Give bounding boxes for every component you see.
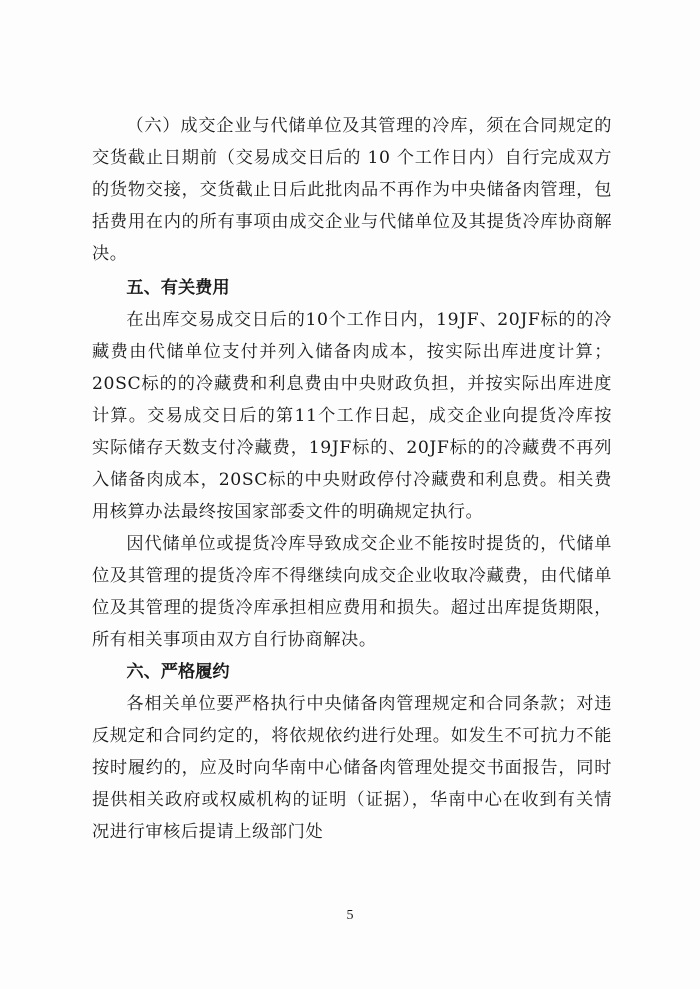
page-number: 5: [346, 908, 354, 923]
fees-paragraph-1: 在出库交易成交日后的10个工作日内，19JF、20JF标的的冷藏费由代储单位支付并列入储备肉成本，按实际出库进度计算；20SC标的的冷藏费和利息费由中央财政负担，并按实际出库进度计算。交易成交日后的第11个工作日起，成交企业向提货冷库按实际储存天数支付冷藏费，19JF标的、20JF标的的冷藏费不再列入储备肉成本，20SC标的中央财政停付冷藏费和利息费。相关费用核算办法最终按国家部委文件的明确规定执行。: [92, 310, 612, 522]
heading-strict-compliance: 六、严格履约: [126, 662, 230, 682]
compliance-paragraph: 各相关单位要严格执行中央储备肉管理规定和合同条款；对违反规定和合同约定的，将依规依约进行处理。如发生不可抗力不能按时履约的，应及时向华南中心储备肉管理处提交书面报告，同时提供相关政府或权威机构的证明（证据），华南中心在收到有关情况进行审核后提请上级部门处: [92, 694, 612, 842]
section-6-paragraph: （六）成交企业与代储单位及其管理的冷库，须在合同规定的交货截止日期前（交易成交日后的 10 个工作日内）自行完成双方的货物交接，交货截止日后此批肉品不再作为中央储备肉管理，包括费用在内的所有事项由成交企业与代储单位及其提货冷库协商解决。: [92, 116, 612, 264]
document-body: [92, 110, 612, 848]
fees-paragraph-2: 因代储单位或提货冷库导致成交企业不能按时提货的，代储单位及其管理的提货冷库不得继续向成交企业收取冷藏费，由代储单位及其管理的提货冷库承担相应费用和损失。超过出库提货期限，所有相关事项由双方自行协商解决。: [92, 534, 612, 650]
heading-related-fees: 五、有关费用: [126, 278, 230, 298]
